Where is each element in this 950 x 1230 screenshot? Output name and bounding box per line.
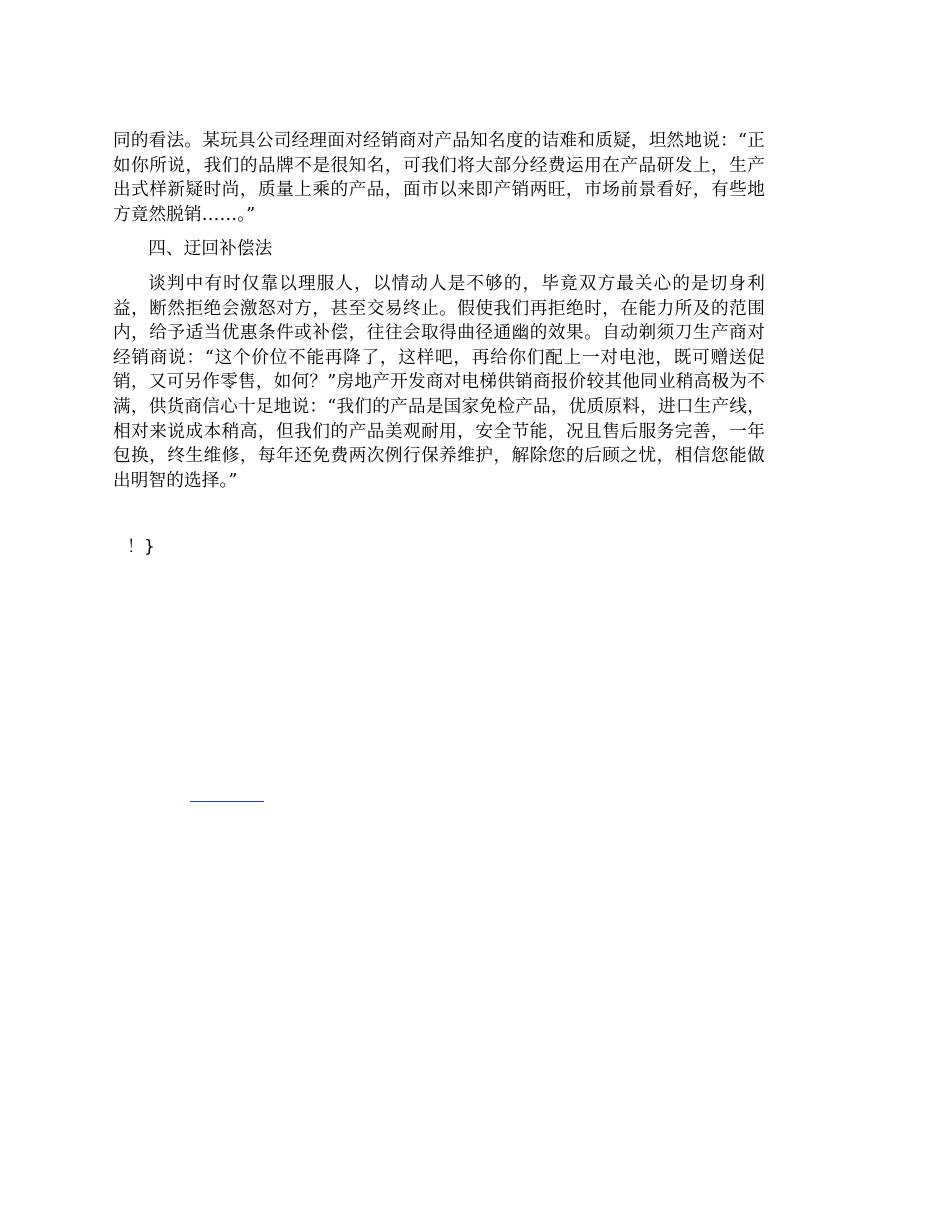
document-body (113, 129, 765, 493)
stray-text: ！} (127, 537, 155, 557)
section-heading: 四、迂回补偿法 (148, 239, 273, 260)
paragraph-continuation: 同的看法。某玩具公司经理面对经销商对产品知名度的诘难和质疑，坦然地说：“正如你所说，我们的品牌不是很知名，可我们将大部分经费运用在产品研发上，生产出式样新疑时尚，质量上乘的产品，面市以来即产销两旺，市场前景看好，有些地方竟然脱销……。” (113, 131, 765, 225)
paragraph-body: 谈判中有时仅靠以理服人，以情动人是不够的，毕竟双方最关心的是切身利益，断然拒绝会激怒对方，甚至交易终止。假使我们再拒绝时，在能力所及的范围内，给予适当优惠条件或补偿，往往会取得曲径通幽的效果。自动剃须刀生产商对经销商说：“这个价位不能再降了，这样吧，再给你们配上一对电池，既可赠送促销，又可另作零售，如何？”房地产开发商对电梯供销商报价较其他同业稍高极为不满，供货商信心十足地说：“我们的产品是国家免检产品，优质原料，进口生产线，相对来说成本稍高，但我们的产品美观耐用，安全节能，况且售后服务完善，一年包换，终生维修，每年还免费两次例行保养维护，解除您的后顾之忧，相信您能做出明智的选择。” (113, 273, 765, 491)
link-underline[interactable] (190, 801, 264, 802)
